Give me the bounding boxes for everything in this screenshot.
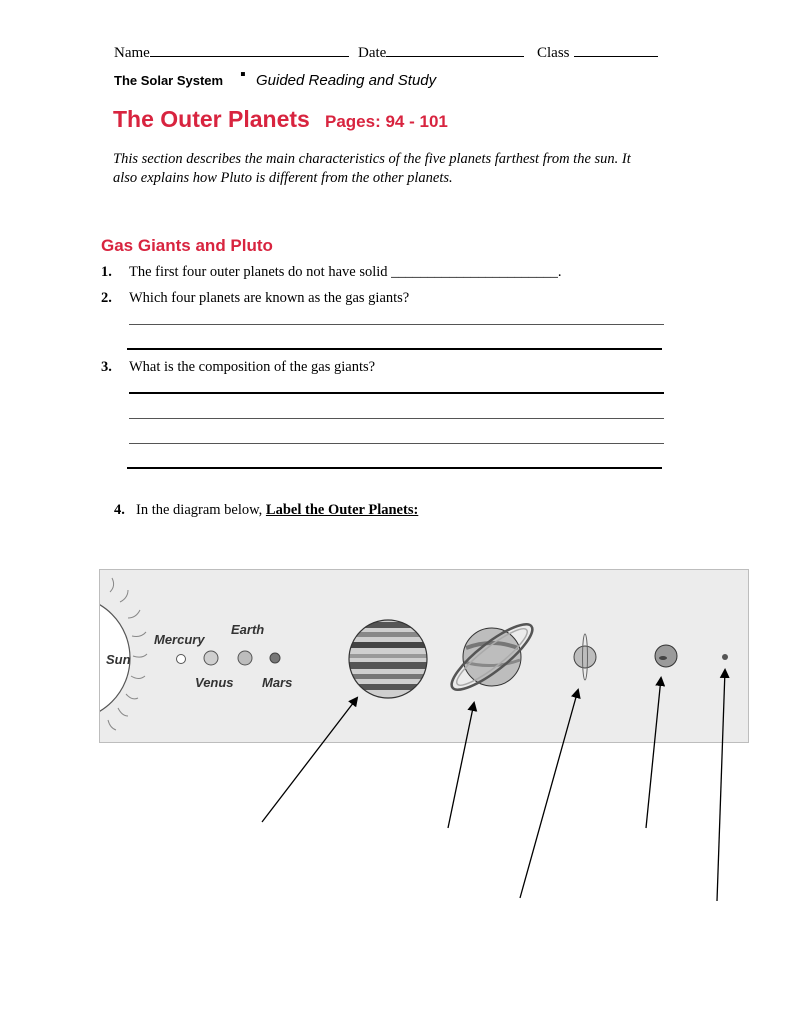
earth-label: Earth [231,622,265,637]
mars-label: Mars [262,675,293,690]
question-2-number: 2. [101,290,112,306]
neptune-arrow [646,678,661,828]
uranus-arrow [520,690,578,898]
question-3-text: What is the composition of the gas giants? [129,359,376,375]
date-label: Date [358,45,387,61]
question-3-number: 3. [101,359,112,375]
pluto-arrow [717,670,725,901]
page-range: Pages: 94 - 101 [325,112,448,131]
sun-label: Sun [106,652,131,667]
question-1-number: 1. [101,264,112,280]
guide-title: Guided Reading and Study [256,72,437,89]
question-4-number: 4. [114,502,125,518]
section-heading: Gas Giants and Pluto [101,236,273,255]
page-title: The Outer Planets [113,106,310,132]
intro-paragraph: This section describes the main characteristics of the five planets farthest from the sun. It also explains how Pluto is different from the other planets. [113,151,631,186]
separator-bullet: ▪ [240,66,246,83]
name-label: Name [114,45,150,61]
venus-label: Venus [195,675,234,690]
question-4-emphasis: Label the Outer Planets: [265,502,419,518]
class-label: Class [537,45,570,61]
saturn-arrow [448,703,474,828]
mercury-label: Mercury [154,632,205,647]
question-1-text: The first four outer planets do not have solid _______________________. [129,264,562,280]
question-4-prefix: In the diagram below, [136,502,266,518]
question-2-text: Which four planets are known as the gas giants? [129,290,410,306]
unit-title: The Solar System [114,73,224,88]
jupiter-arrow [262,698,357,822]
